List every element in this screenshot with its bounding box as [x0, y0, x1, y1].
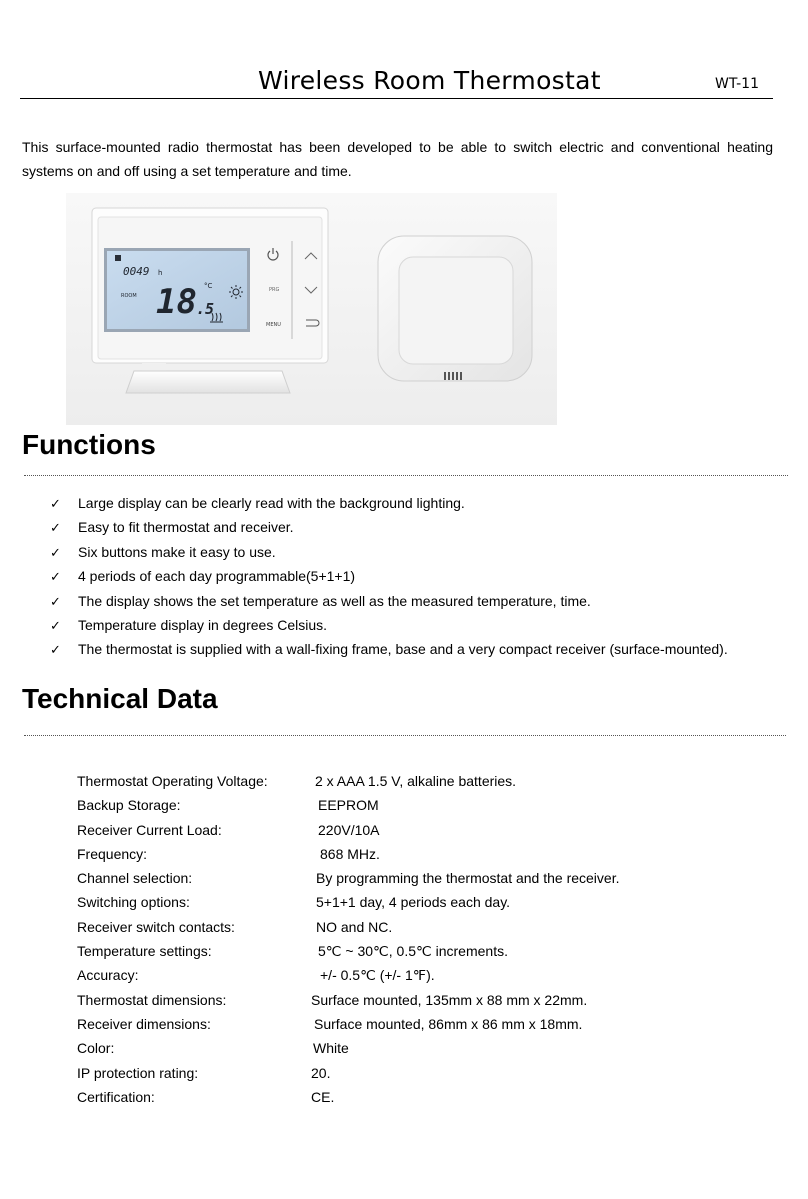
spec-value: By programming the thermostat and the receiver.: [316, 870, 620, 887]
spec-value: White: [313, 1040, 349, 1057]
menu-button-label: MENU: [266, 322, 281, 328]
list-item: ✓ Easy to fit thermostat and receiver.: [50, 515, 728, 539]
technical-heading: Technical Data: [22, 683, 218, 714]
list-item: ✓ The display shows the set temperature as well as the measured temperature, time.: [50, 589, 728, 613]
display-temperature-decimal: .5: [196, 300, 215, 318]
spec-label: Backup Storage:: [77, 797, 181, 814]
model-number: WT-11: [715, 76, 759, 92]
functions-divider: [24, 475, 788, 476]
spec-label: Receiver Current Load:: [77, 821, 222, 838]
spec-label: IP protection rating:: [77, 1064, 199, 1081]
spec-value: Surface mounted, 135mm x 88 mm x 22mm.: [311, 991, 588, 1008]
list-item: ✓ The thermostat is supplied with a wall-fixing frame, base and a very compact receiver (surface-mounted).: [50, 637, 728, 661]
document-title: Wireless Room Thermostat: [258, 66, 601, 95]
display-unit: °C: [204, 282, 213, 290]
spec-value: Surface mounted, 86mm x 86 mm x 18mm.: [314, 1015, 583, 1032]
functions-heading: Functions: [22, 429, 156, 460]
functions-list: [50, 491, 728, 662]
spec-label: Color:: [77, 1040, 115, 1057]
spec-label: Accuracy:: [77, 967, 139, 984]
receiver-unit: [378, 236, 532, 381]
checkmark-icon: ✓: [50, 497, 61, 512]
spec-label: Temperature settings:: [77, 943, 212, 960]
page-header: [20, 62, 773, 99]
technical-divider: [24, 735, 786, 736]
list-item: ✓ Large display can be clearly read with the background lighting.: [50, 491, 728, 515]
spec-label: Frequency:: [77, 845, 148, 862]
list-item: ✓ Temperature display in degrees Celsius.: [50, 613, 728, 637]
display-time: 0049: [123, 265, 150, 278]
spec-value: 2 x AAA 1.5 V, alkaline batteries.: [315, 773, 517, 789]
list-item: ✓ Six buttons make it easy to use.: [50, 540, 728, 564]
spec-label: Thermostat dimensions:: [77, 991, 227, 1008]
spec-value: 5+1+1 day, 4 periods each day.: [316, 894, 511, 911]
spec-value: +/- 0.5℃ (+/- 1℉).: [320, 967, 435, 984]
prg-button-label: PRG: [269, 287, 280, 293]
product-photo: [66, 193, 557, 425]
checkmark-icon: ✓: [50, 618, 61, 634]
spec-value: EEPROM: [318, 797, 379, 814]
spec-value: 220V/10A: [318, 821, 380, 838]
spec-label: Thermostat Operating Voltage:: [77, 773, 268, 789]
spec-label: Receiver switch contacts:: [77, 918, 235, 935]
checkmark-icon: ✓: [50, 570, 61, 586]
display-room-label: ROOM: [121, 293, 137, 299]
spec-label: Switching options:: [77, 894, 190, 911]
spec-value: NO and NC.: [316, 918, 393, 935]
spec-label: Channel selection:: [77, 870, 193, 887]
product-photo-illustration: [66, 193, 557, 425]
spec-value: CE.: [311, 1088, 335, 1105]
list-item: ✓ 4 periods of each day programmable(5+1+1): [50, 564, 728, 588]
spec-value: 868 MHz.: [320, 845, 380, 862]
display-temperature: 18: [156, 282, 197, 322]
spec-value: 20.: [311, 1064, 331, 1081]
intro-paragraph: This surface-mounted radio thermostat has been developed to be able to switch electric and conventional heating systems on and off using a set temperature and time.: [22, 139, 773, 179]
spec-label: Receiver dimensions:: [77, 1015, 211, 1032]
spec-label: Certification:: [77, 1088, 155, 1105]
checkmark-icon: ✓: [50, 545, 61, 561]
checkmark-icon: ✓: [50, 521, 61, 537]
checkmark-icon: ✓: [50, 643, 61, 659]
spec-value: 5℃ ~ 30℃, 0.5℃ increments.: [318, 943, 508, 960]
checkmark-icon: ✓: [50, 594, 61, 610]
display-time-unit: h: [158, 269, 163, 277]
